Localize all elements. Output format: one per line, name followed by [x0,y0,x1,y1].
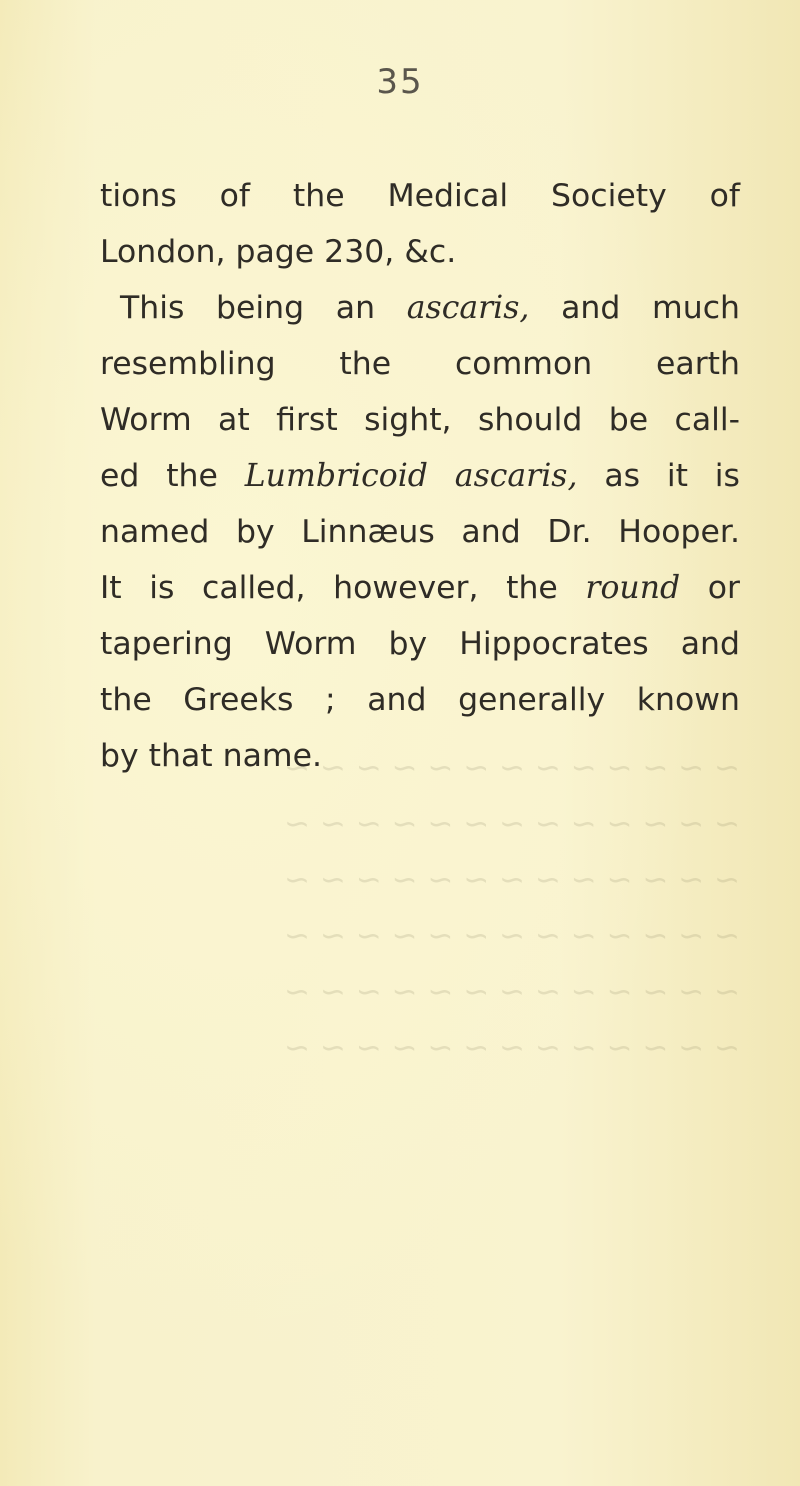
body-text [100,168,740,784]
italic-term: Lumbricoid ascaris, [244,458,578,494]
text-line [100,448,740,504]
page-number: 35 [376,62,424,102]
text-line [100,392,740,448]
text-line [100,728,740,784]
text-run: tapering Worm by Hippocrates and [100,626,740,662]
text-run: resembling the common earth [100,346,740,382]
show-through-decoration: ~ ~ ~ ~ ~ ~ ~ ~ ~ ~ ~ ~ ~ ~ ~ ~ ~ ~ ~ ~ ~ ~ ~ ~ ~ ~ ~ ~ ~ ~ ~ ~ ~ ~ ~ ~ ~ ~ ~ ~ ~ ~ ~ ~ ~ ~ ~ ~ ~ ~ ~ ~ ~ ~ ~ ~ ~ ~ ~ ~ ~ ~ ~ ~ ~ ~ ~ ~ ~ ~ ~ ~ ~ ~ ~ ~ ~ ~ [284,750,740,1066]
text-line [100,560,740,616]
italic-term: ascaris, [406,290,530,326]
text-run: named by Linnæus and Dr. Hooper. [100,514,740,550]
text-run: tions of the Medical Society of [100,178,740,214]
text-run: and much [529,290,740,326]
text-line [100,336,740,392]
text-run: by that name. [100,738,322,774]
text-line [100,672,740,728]
text-run: as it is [577,458,740,494]
text-run: or [680,570,740,606]
text-run: It is called, however, the [100,570,586,606]
text-run: This being an [120,290,407,326]
text-line [100,224,740,280]
text-line [100,280,740,336]
text-run: London, page 230, &c. [100,234,457,270]
text-line [100,616,740,672]
italic-term: round [585,570,681,606]
text-line [100,504,740,560]
text-line [100,168,740,224]
text-run: Worm at first sight, should be call- [100,402,740,438]
text-run: the Greeks ; and generally known [100,682,740,718]
text-run: ed the [100,458,245,494]
